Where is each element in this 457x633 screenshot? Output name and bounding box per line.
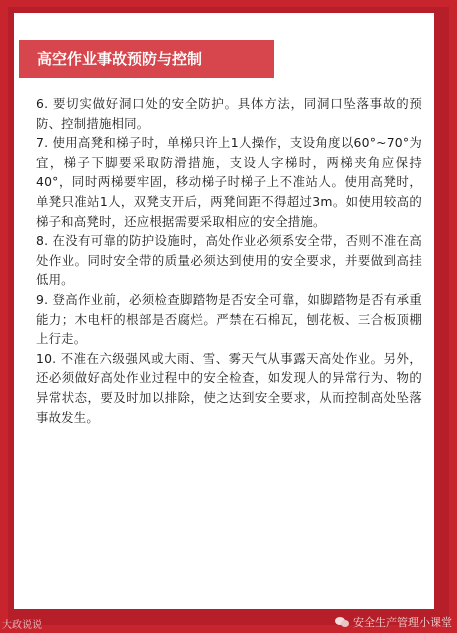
footer-watermarks <box>0 612 457 633</box>
right-watermark-group <box>335 614 452 630</box>
right-watermark-text: 安全生产管理小课堂 <box>353 616 452 629</box>
article-body <box>36 94 422 427</box>
section-title: 高空作业事故预防与控制 <box>19 40 274 78</box>
wechat-icon <box>335 616 349 628</box>
content-card <box>14 13 434 609</box>
left-watermark: 大政说说 <box>2 620 42 631</box>
paragraph-10: 10. 不准在六级强风或大雨、雪、雾天气从事露天高处作业。另外，还必须做好高处作业过程中的安全检查，如发现人的异常行为、物的异常状态，要及时加以排除，使之达到安全要求，从而控制高处坠落事故发生。 <box>36 350 422 425</box>
paragraph-8: 8. 在没有可靠的防护设施时，高处作业必须系安全带，否则不准在高处作业。同时安全带的质量必须达到使用的安全要求，并要做到高挂低用。 <box>36 233 422 288</box>
paragraph-9: 9. 登高作业前，必须检查脚踏物是否安全可靠，如脚踏物是否有承重能力；木电杆的根部是否腐烂。严禁在石棉瓦，刨花板、三合板顶棚上行走。 <box>36 291 422 347</box>
paragraph-7: 7. 使用高凳和梯子时，单梯只许上1人操作，支设角度以60°~70°为宜，梯子下脚要采取防滑措施，支设人字梯时，两梯夹角应保持40°，同时两梯要牢固，移动梯子时梯子上不准站人。使用高凳时，单凳只准站1人，双凳支开后，两凳间距不得超过3m。如使用较高的梯子和高凳时，还应根据需要采取相应的安全措施。 <box>36 135 422 229</box>
paragraph-6: 6. 要切实做好洞口处的安全防护。具体方法，同洞口坠落事故的预防、控制措施相同。 <box>36 96 422 131</box>
